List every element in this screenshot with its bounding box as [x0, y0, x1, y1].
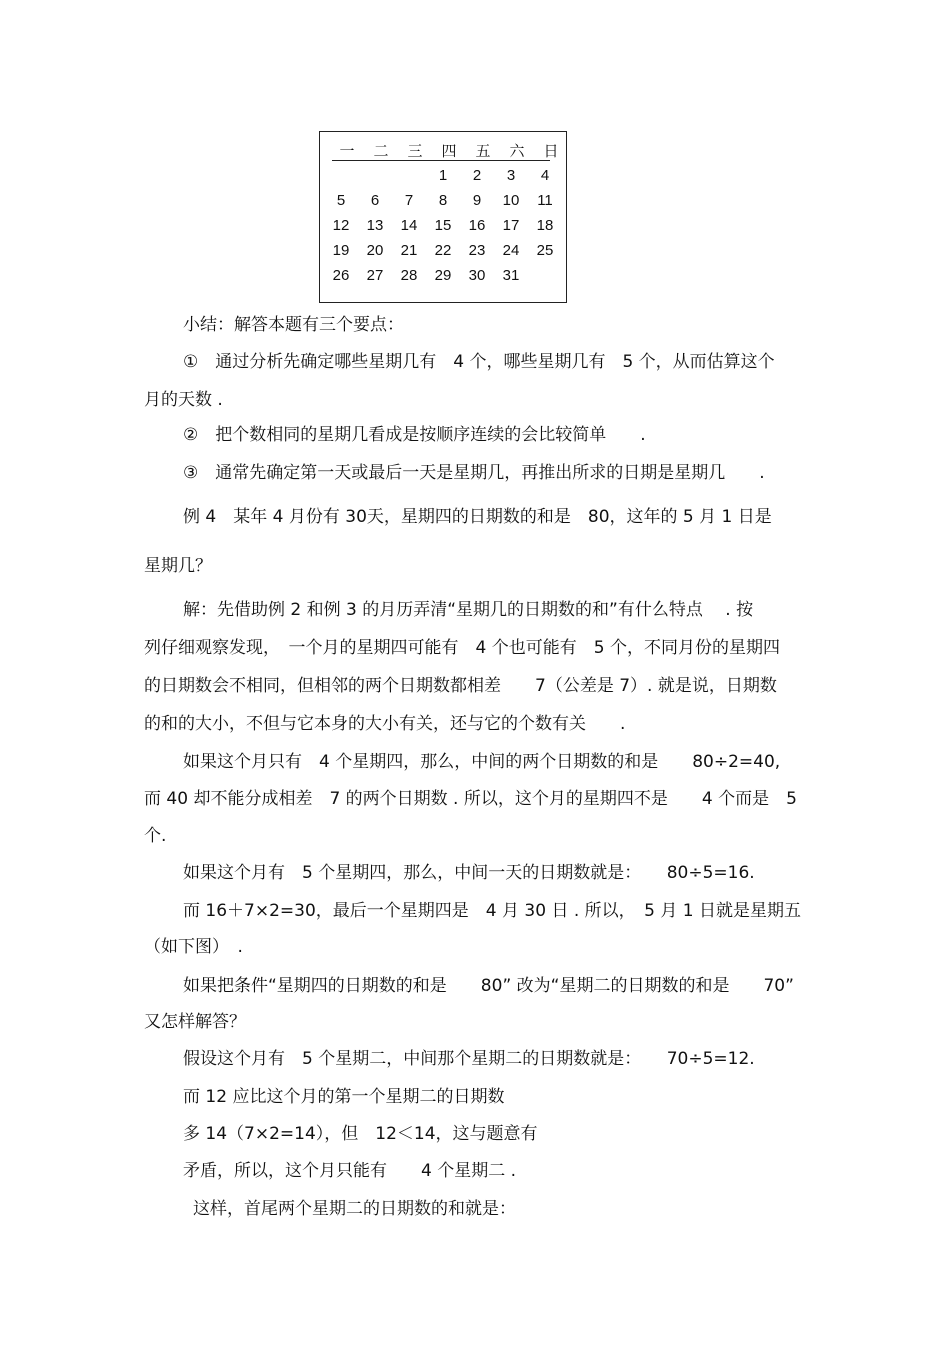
text-line: 列仔细观察发现， 一个月的星期四可能有 4 个也可能有 5 个，不同月份的星期四	[144, 638, 780, 658]
text-line: 解：先借助例 2 和例 3 的月历弄清“星期几的日期数的和”有什么特点 . 按	[183, 600, 754, 620]
calendar-table	[319, 131, 567, 303]
calendar-weekday: 四	[441, 142, 457, 160]
calendar-day: 8	[438, 192, 448, 209]
calendar-day: 30	[468, 267, 486, 284]
calendar-weekday: 一	[339, 142, 355, 160]
calendar-day: 1	[438, 167, 448, 184]
text-line: 如果把条件“星期四的日期数的和是 80” 改为“星期二的日期数的和是 70”	[183, 976, 794, 996]
calendar-weekday: 六	[509, 142, 525, 160]
calendar-day: 7	[404, 192, 414, 209]
calendar-day: 21	[400, 242, 418, 259]
text-line: 而 16＋7×2=30，最后一个星期四是 4 月 30 日 . 所以， 5 月 1 日就是星期五	[183, 901, 802, 921]
calendar-day: 10	[502, 192, 520, 209]
calendar-day: 31	[502, 267, 520, 284]
calendar-day: 26	[332, 267, 350, 284]
text-line: 又怎样解答？	[144, 1012, 246, 1032]
text-line: 如果这个月有 5 个星期四，那么，中间一天的日期数就是： 80÷5=16.	[183, 863, 755, 883]
text-line: 小结：解答本题有三个要点：	[183, 315, 404, 335]
text-line: （如下图） .	[144, 937, 243, 957]
text-line: 假设这个月有 5 个星期二，中间那个星期二的日期数就是： 70÷5=12.	[183, 1049, 755, 1069]
calendar-day: 19	[332, 242, 350, 259]
calendar-weekday: 二	[373, 142, 389, 160]
calendar-day: 11	[537, 192, 553, 209]
calendar-day: 14	[400, 217, 418, 234]
calendar-day: 4	[540, 167, 550, 184]
calendar-day: 27	[366, 267, 384, 284]
calendar-day: 9	[472, 192, 482, 209]
calendar-weekday: 日	[543, 142, 559, 160]
calendar-day: 28	[400, 267, 418, 284]
text-line: 多 14（7×2=14），但 12＜14，这与题意有	[183, 1124, 538, 1144]
text-line: 矛盾，所以，这个月只能有 4 个星期二 .	[183, 1161, 517, 1181]
calendar-day: 23	[468, 242, 486, 259]
calendar-header-row	[332, 140, 559, 161]
text-line: 这样，首尾两个星期二的日期数的和就是：	[193, 1199, 516, 1219]
calendar-day: 13	[366, 217, 384, 234]
text-line: 的日期数会不相同，但相邻的两个日期数都相差 7（公差是 7）. 就是说，日期数	[144, 676, 777, 696]
calendar-day: 20	[366, 242, 384, 259]
text-line: 如果这个月只有 4 个星期四，那么，中间的两个日期数的和是 80÷2=40,	[183, 752, 781, 772]
text-line: 个.	[144, 826, 167, 846]
calendar-day: 5	[336, 192, 346, 209]
calendar-day: 16	[468, 217, 486, 234]
text-line: 而 40 却不能分成相差 7 的两个日期数 . 所以，这个月的星期四不是 4 个而是 5	[144, 789, 797, 809]
calendar-day: 25	[536, 242, 554, 259]
text-line: 星期几？	[144, 556, 212, 576]
calendar-day: 22	[434, 242, 452, 259]
calendar-day: 17	[502, 217, 520, 234]
text-line: 的和的大小，不但与它本身的大小有关，还与它的个数有关 .	[144, 714, 626, 734]
calendar-weekday: 五	[475, 142, 491, 160]
calendar-day: 29	[434, 267, 452, 284]
calendar-day: 18	[536, 217, 554, 234]
text-line: 月的天数 .	[144, 390, 223, 410]
calendar-day: 24	[502, 242, 520, 259]
calendar-day: 3	[506, 167, 516, 184]
text-line: ① 通过分析先确定哪些星期几有 4 个，哪些星期几有 5 个，从而估算这个	[183, 352, 775, 372]
text-line: 而 12 应比这个月的第一个星期二的日期数	[183, 1087, 505, 1107]
calendar-day: 15	[434, 217, 452, 234]
calendar-day: 6	[370, 192, 380, 209]
text-line: ② 把个数相同的星期几看成是按顺序连续的会比较简单 .	[183, 425, 646, 445]
calendar-day: 12	[332, 217, 350, 234]
calendar-day: 2	[472, 167, 482, 184]
calendar-weekday: 三	[407, 142, 423, 160]
text-line: 例 4 某年 4 月份有 30天，星期四的日期数的和是 80，这年的 5 月 1 日是	[183, 507, 772, 527]
text-line: ③ 通常先确定第一天或最后一天是星期几，再推出所求的日期是星期几 .	[183, 463, 765, 483]
